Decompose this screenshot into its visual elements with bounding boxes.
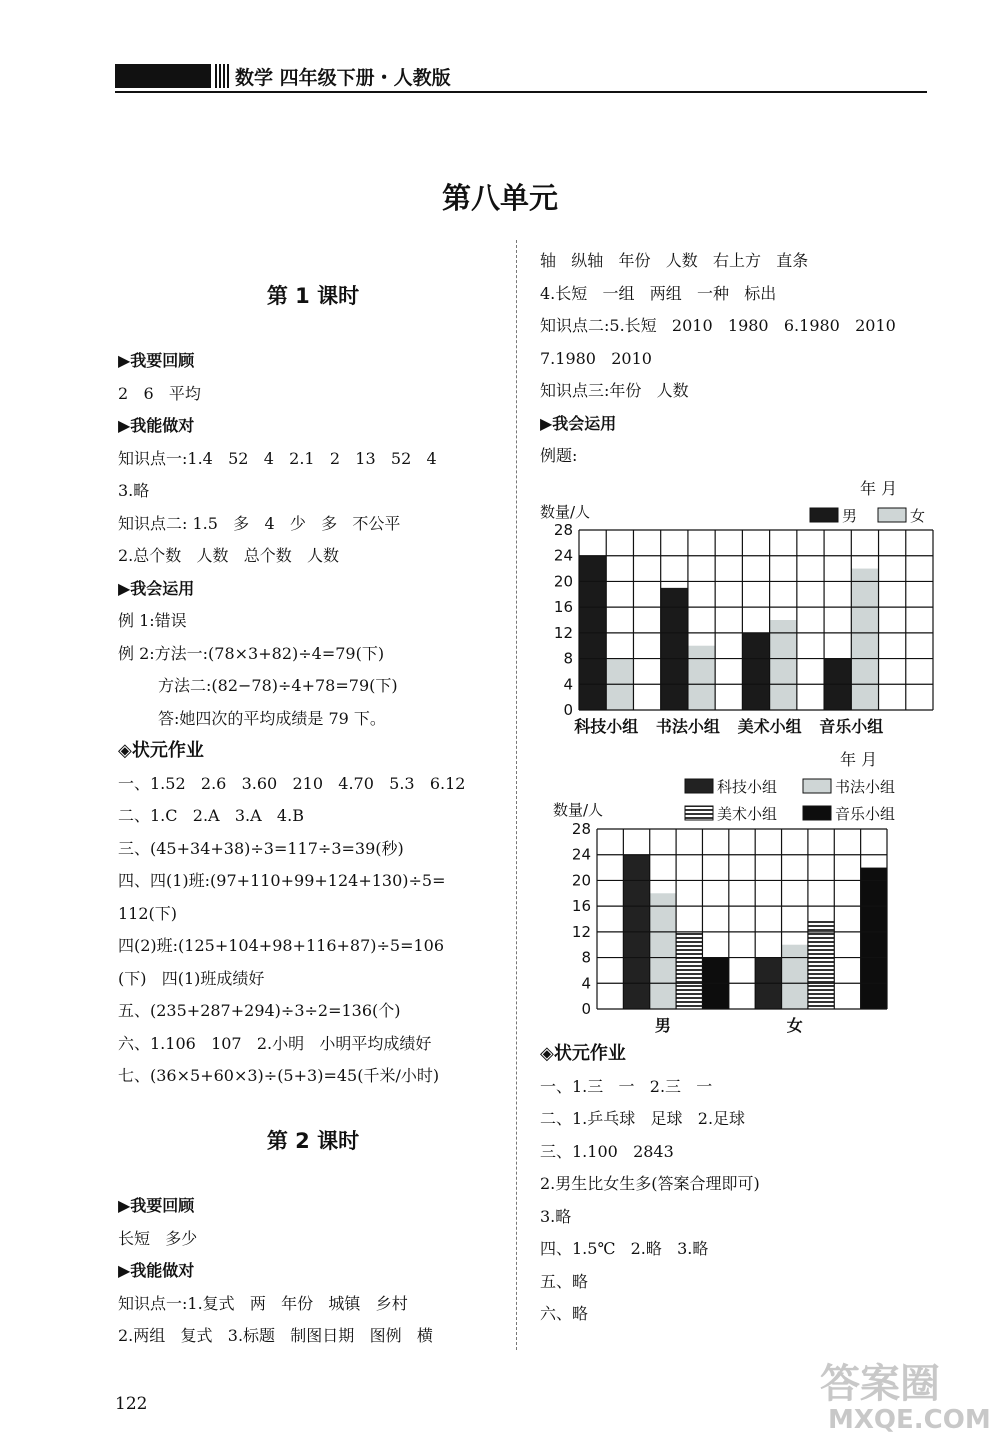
y-tick-label: 20 xyxy=(571,871,591,890)
legend-label: 科技小组 xyxy=(717,778,778,796)
x-category-label: 音乐小组 xyxy=(819,717,884,736)
y-tick-label: 28 xyxy=(571,820,591,838)
legend-swatch xyxy=(803,806,831,820)
section-heading: ▶我会运用 xyxy=(540,413,617,433)
spacer xyxy=(118,313,508,346)
header-title: 数学 四年级下册・人教版 xyxy=(235,67,451,89)
section-heading: ▶我能做对 xyxy=(118,1261,195,1280)
right-column-bottom xyxy=(540,1038,930,1331)
homework-heading: ◈状元作业 xyxy=(540,1043,626,1064)
bar xyxy=(770,620,797,710)
left-column xyxy=(118,280,508,1353)
y-tick-label: 12 xyxy=(553,623,573,642)
answer-line: 六、略 xyxy=(540,1304,589,1323)
spacer xyxy=(118,1093,508,1126)
chart-y-axis-label: 数量/人 xyxy=(553,801,604,819)
answer-line: 例题: xyxy=(540,446,578,465)
answer-line: 一、1.三 一 2.三 一 xyxy=(540,1076,713,1096)
section-heading: ▶我要回顾 xyxy=(118,1196,195,1215)
answer-line: 3.略 xyxy=(118,481,150,500)
answer-line: 2.两组 复式 3.标题 制图日期 图例 横 xyxy=(118,1326,433,1345)
answer-line: 五、(235+287+294)÷3÷2=136(个) xyxy=(118,1001,401,1020)
x-category-label: 男 xyxy=(654,1016,671,1035)
answer-line: 四、四(1)班:(97+110+99+124+130)÷5= xyxy=(118,871,446,890)
answer-line: 2 6 平均 xyxy=(118,383,201,403)
answer-line: 方法二:(82−78)÷4+78=79(下) xyxy=(158,676,398,695)
bar xyxy=(742,633,769,710)
section-heading: ▶我会运用 xyxy=(118,578,195,598)
page-number: 122 xyxy=(115,1394,148,1414)
answer-line: 4.长短 一组 两组 一种 标出 xyxy=(540,283,777,303)
legend-label: 书法小组 xyxy=(835,778,896,796)
answer-line: 例 1:错误 xyxy=(118,611,187,630)
answer-line: 知识点二:5.长短 2010 1980 6.1980 2010 xyxy=(540,316,896,335)
section-heading: ▶我能做对 xyxy=(118,416,195,435)
y-tick-label: 4 xyxy=(581,974,591,993)
bar xyxy=(688,646,715,710)
y-tick-label: 20 xyxy=(553,572,573,591)
chart-group-by-interest xyxy=(535,470,955,750)
legend-label: 美术小组 xyxy=(717,805,778,823)
watermark-logo: 答案圈 xyxy=(820,1361,940,1407)
homework-heading: ◈状元作业 xyxy=(118,740,204,761)
answer-line: 7.1980 2010 xyxy=(540,348,652,368)
bar xyxy=(650,893,676,1009)
chart-group-by-gender xyxy=(535,745,955,1040)
answer-line: 知识点二: 1.5 多 4 少 多 不公平 xyxy=(118,513,401,533)
y-tick-label: 8 xyxy=(563,649,573,668)
y-tick-label: 16 xyxy=(571,897,591,916)
x-category-label: 科技小组 xyxy=(574,717,639,736)
header-black-block xyxy=(115,64,211,88)
watermark-url: MXQE.COM xyxy=(828,1405,991,1435)
answer-line: 三、(45+34+38)÷3=117÷3=39(秒) xyxy=(118,838,404,858)
chart-date-label: 年 月 xyxy=(860,479,898,498)
y-tick-label: 24 xyxy=(571,845,591,864)
y-tick-label: 0 xyxy=(563,701,573,719)
answer-line: (下) 四(1)班成绩好 xyxy=(118,968,265,988)
legend-swatch xyxy=(810,508,838,522)
chart-date-label: 年 月 xyxy=(840,750,878,769)
spacer xyxy=(118,1158,508,1191)
x-category-label: 女 xyxy=(786,1016,803,1035)
header-rule xyxy=(115,91,927,93)
y-tick-label: 28 xyxy=(553,521,573,539)
column-divider xyxy=(516,240,517,1350)
answer-line: 七、(36×5+60×3)÷(5+3)=45(千米/小时) xyxy=(118,1066,440,1085)
answer-line: 三、1.100 2843 xyxy=(540,1141,674,1161)
y-tick-label: 8 xyxy=(581,948,591,967)
lesson-heading: 第 1 课时 xyxy=(266,284,360,308)
y-tick-label: 12 xyxy=(571,922,591,941)
bar xyxy=(808,919,834,1009)
bar xyxy=(782,945,808,1009)
answer-line: 知识点一:1.复式 两 年份 城镇 乡村 xyxy=(118,1293,408,1313)
x-category-label: 书法小组 xyxy=(655,717,720,736)
y-tick-label: 0 xyxy=(581,1000,591,1018)
answer-line: 2.总个数 人数 总个数 人数 xyxy=(118,546,340,565)
answer-line: 长短 多少 xyxy=(118,1228,198,1248)
chart-y-axis-label: 数量/人 xyxy=(540,503,591,521)
legend-swatch xyxy=(685,806,713,820)
answer-line: 五、略 xyxy=(540,1271,589,1291)
answer-line: 轴 纵轴 年份 人数 右上方 直条 xyxy=(540,251,809,270)
answer-line: 例 2:方法一:(78×3+82)÷4=79(下) xyxy=(118,643,385,663)
answer-line: 2.男生比女生多(答案合理即可) xyxy=(540,1174,760,1193)
answer-line: 112(下) xyxy=(118,903,178,923)
bar xyxy=(661,588,688,710)
answer-line: 3.略 xyxy=(540,1206,572,1226)
x-category-label: 美术小组 xyxy=(737,717,802,736)
bar xyxy=(851,569,878,710)
answer-line: 四、1.5℃ 2.略 3.略 xyxy=(540,1239,709,1258)
section-heading: ▶我要回顾 xyxy=(118,351,195,370)
unit-title: 第八单元 xyxy=(441,181,558,215)
legend-label: 男 xyxy=(842,507,858,525)
answer-line: 知识点一:1.4 52 4 2.1 2 13 52 4 xyxy=(118,448,437,468)
right-column-top xyxy=(540,245,930,473)
answer-line: 答:她四次的平均成绩是 79 下。 xyxy=(158,708,386,728)
header-bars xyxy=(215,64,229,88)
answer-line: 二、1.乒乓球 足球 2.足球 xyxy=(540,1109,746,1128)
answer-line: 二、1.C 2.A 3.A 4.B xyxy=(118,806,304,825)
answer-line: 四(2)班:(125+104+98+116+87)÷5=106 xyxy=(118,936,445,955)
legend-label: 音乐小组 xyxy=(835,805,896,823)
y-tick-label: 16 xyxy=(553,598,573,617)
legend-swatch xyxy=(878,508,906,522)
bar xyxy=(861,868,887,1009)
bar xyxy=(676,932,702,1009)
y-tick-label: 24 xyxy=(553,546,573,565)
running-header xyxy=(115,62,927,92)
legend-label: 女 xyxy=(910,507,926,525)
answer-line: 六、1.106 107 2.小明 小明平均成绩好 xyxy=(118,1033,432,1053)
lesson-heading: 第 2 课时 xyxy=(266,1129,360,1153)
legend-swatch xyxy=(685,779,713,793)
answer-line: 一、1.52 2.6 3.60 210 4.70 5.3 6.12 xyxy=(118,773,466,793)
legend-swatch xyxy=(803,779,831,793)
y-tick-label: 4 xyxy=(563,675,573,694)
answer-line: 知识点三:年份 人数 xyxy=(540,381,689,400)
